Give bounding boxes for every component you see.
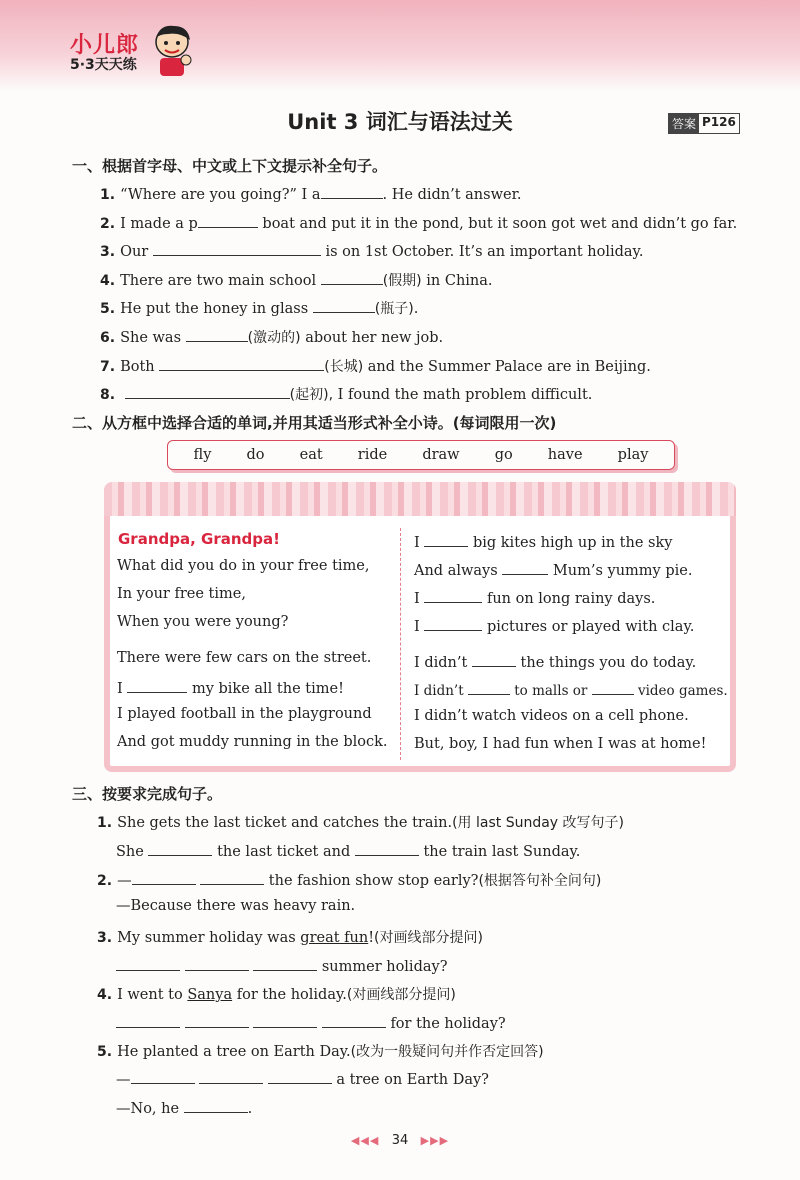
poem-left-line: When you were young? [117,614,289,630]
poem-blank[interactable] [424,616,482,631]
word-bank-item: play [617,447,649,463]
answer-blank[interactable] [125,384,290,399]
answer-blank[interactable] [199,1069,263,1084]
question-text: the fashion show stop early? [268,873,479,889]
answer-blank[interactable] [253,956,317,971]
poem-right-line [414,560,692,579]
s3-q4-answer [116,1013,506,1032]
answer-text: the train last Sunday. [423,844,581,860]
s3-q3 [97,927,483,947]
poem-text: I didn’t [414,655,468,671]
item-text: boat and put it in the pond, but it soon got wet and didn’t go far. [262,216,738,232]
answer-text: the last ticket and [217,844,351,860]
poem-right-line [414,616,694,635]
s3-q3-answer [116,956,447,975]
series-name: 5·3天天练 [70,57,137,73]
poem-blank[interactable] [424,532,468,547]
poem-title: Grandpa, Grandpa! [118,530,280,548]
answer-blank[interactable] [198,213,258,228]
s3-q5-answer [116,1069,489,1088]
answer-blank[interactable] [321,270,383,285]
answer-blank[interactable] [268,1069,332,1084]
poem-blank[interactable] [502,560,548,575]
word-bank-item: draw [422,447,460,463]
poem-text: big kites high up in the sky [472,535,673,551]
item-text: Both [120,359,155,375]
item-text: She was [120,330,182,346]
answer-blank[interactable] [253,1013,317,1028]
question-text: My summer holiday was [117,930,296,946]
poem-right-line: I didn’t watch videos on a cell phone. [414,708,689,724]
item-text: There are two main school [120,273,317,289]
underlined-phrase: Sanya [187,987,233,1003]
answer-blank[interactable] [186,327,248,342]
word-bank-item: do [246,447,265,463]
chinese-hint: (瓶子) [374,301,414,317]
item-text: and the Summer Palace are in Beijing. [367,359,651,375]
answer-blank[interactable] [116,1013,180,1028]
poem-right-line [414,652,696,671]
s1-item-4 [100,270,493,290]
answer-blank[interactable] [132,870,196,885]
s3-q2-reply: —Because there was heavy rain. [116,898,356,914]
answer-page: P126 [702,115,736,129]
poem-blank[interactable] [472,652,516,667]
word-bank-item: fly [193,447,212,463]
answer-blank[interactable] [321,184,383,199]
item-text: is on 1st October. It’s an important holiday. [325,244,644,260]
poem-text: the things you do today. [520,655,697,671]
poem-left-line: And got muddy running in the block. [117,734,388,750]
s1-item-3 [100,241,643,260]
item-number: 2. [97,873,113,889]
item-number: 4. [97,987,113,1003]
poem-text: video games. [637,683,728,699]
s1-item-8 [100,384,592,404]
right-arrows-icon: ▶▶▶ [420,1134,450,1147]
poem-right-line [414,588,655,607]
answer-blank[interactable] [116,956,180,971]
item-number: 4. [100,273,116,289]
poem-text: I [414,619,420,635]
question-text: I went to [117,987,183,1003]
answer-text: for the holiday? [390,1016,506,1032]
answer-blank[interactable] [313,298,375,313]
poem-blank[interactable] [592,680,634,695]
item-text: in China. [426,273,493,289]
s3-q1 [97,812,624,832]
question-text: for the holiday. [236,987,347,1003]
s3-q5-reply [116,1098,252,1117]
poem-text: I [414,535,420,551]
item-number: 3. [100,244,116,260]
page-title: Unit 3 词汇与语法过关 [287,110,513,134]
poem-blank[interactable] [424,588,482,603]
answer-text: —No, he [116,1101,180,1117]
poem-text: I [117,681,123,697]
question-text: He planted a tree on Earth Day. [117,1044,351,1060]
poem-text: I didn’t [414,683,464,699]
poem-right-line [414,680,728,699]
answer-text: summer holiday? [321,959,448,975]
item-number: 1. [100,187,116,203]
answer-blank[interactable] [200,870,264,885]
page-number: 34 [391,1133,409,1148]
answer-blank[interactable] [185,1013,249,1028]
item-text: “Where are you going?” I a [120,187,321,203]
item-text: He put the honey in glass [120,301,309,317]
answer-reference [668,113,740,134]
dash: — [116,1072,131,1088]
instruction: (对画线部分提问) [346,987,456,1003]
answer-text: a tree on Earth Day? [336,1072,489,1088]
s1-item-5 [100,298,418,318]
instruction: (改为一般疑问句并作否定回答) [350,1044,544,1060]
chinese-hint: (起初), [289,387,334,403]
answer-blank[interactable] [153,241,321,256]
section3-heading: 三、按要求完成句子。 [72,785,223,803]
word-bank [167,440,675,470]
poem-left-line: What did you do in your free time, [117,558,370,574]
item-number: 5. [100,301,116,317]
mascot-icon [150,22,196,78]
item-number: 6. [100,330,116,346]
poem-blank[interactable] [468,680,510,695]
page-footer [0,1133,800,1148]
poem-plaid-banner [104,482,736,520]
answer-blank[interactable] [322,1013,386,1028]
poem-text: I [414,591,420,607]
poem-text: pictures or played with clay. [486,619,695,635]
left-arrows-icon: ◀◀◀ [350,1134,380,1147]
s1-item-2 [100,213,737,232]
item-number: 5. [97,1044,113,1060]
item-text: . He didn’t answer. [382,187,522,203]
brand-logo: 小儿郎 [70,33,140,58]
poem-blank[interactable] [127,678,187,693]
item-number: 3. [97,930,113,946]
chinese-hint: (长城) [324,359,364,375]
answer-blank[interactable] [185,956,249,971]
answer-blank[interactable] [159,356,324,371]
question-text: She gets the last ticket and catches the train. [117,815,453,831]
answer-text: . [247,1101,253,1117]
underlined-phrase: great fun [300,930,369,946]
answer-text: She [116,844,144,860]
item-text: . [413,301,419,317]
section2-heading: 二、从方框中选择合适的单词,并用其适当形式补全小诗。(每词限用一次) [72,414,557,432]
instruction: (根据答句补全问句) [478,873,602,889]
item-number: 1. [97,815,113,831]
item-number: 8. [100,387,116,403]
answer-blank[interactable] [131,1069,195,1084]
word-bank-item: go [494,447,513,463]
poem-text: And always [414,563,498,579]
s1-item-7 [100,356,651,376]
question-text: ! [368,930,375,946]
poem-text: Mum’s yummy pie. [552,563,693,579]
instruction: (对画线部分提问) [374,930,483,946]
s3-q5 [97,1041,544,1061]
item-number: 7. [100,359,116,375]
s1-item-1 [100,184,522,203]
word-bank-item: ride [357,447,388,463]
poem-text: my bike all the time! [191,681,344,697]
poem-text: fun on long rainy days. [486,591,656,607]
item-number: 2. [100,216,116,232]
poem-left-line: I played football in the playground [117,706,372,722]
item-text: Our [120,244,149,260]
section1-heading: 一、根据首字母、中文或上下文提示补全句子。 [72,157,388,175]
poem-left-line [117,678,344,697]
poem-text: to malls or [514,683,588,699]
poem-right-line: But, boy, I had fun when I was at home! [414,736,707,752]
chinese-hint: (假期) [382,273,422,289]
item-text: about her new job. [305,330,444,346]
answer-label: 答案 [669,114,699,133]
answer-blank[interactable] [184,1098,248,1113]
poem-right-line [414,532,672,551]
item-text: I made a p [120,216,198,232]
poem-left-line: There were few cars on the street. [117,650,372,666]
poem-divider [400,528,401,760]
answer-blank[interactable] [148,841,212,856]
instruction: (用 last Sunday 改写句子) [452,815,624,831]
chinese-hint: (激动的) [247,330,301,346]
item-text: I found the math problem difficult. [337,387,593,403]
word-bank-item: have [547,447,583,463]
poem-left-line: In your free time, [117,586,246,602]
s3-q1-answer [116,841,580,860]
s3-q2 [97,870,601,890]
word-bank-item: eat [299,447,323,463]
s3-q4 [97,984,456,1004]
s1-item-6 [100,327,443,347]
answer-blank[interactable] [355,841,419,856]
dash: — [117,873,132,889]
